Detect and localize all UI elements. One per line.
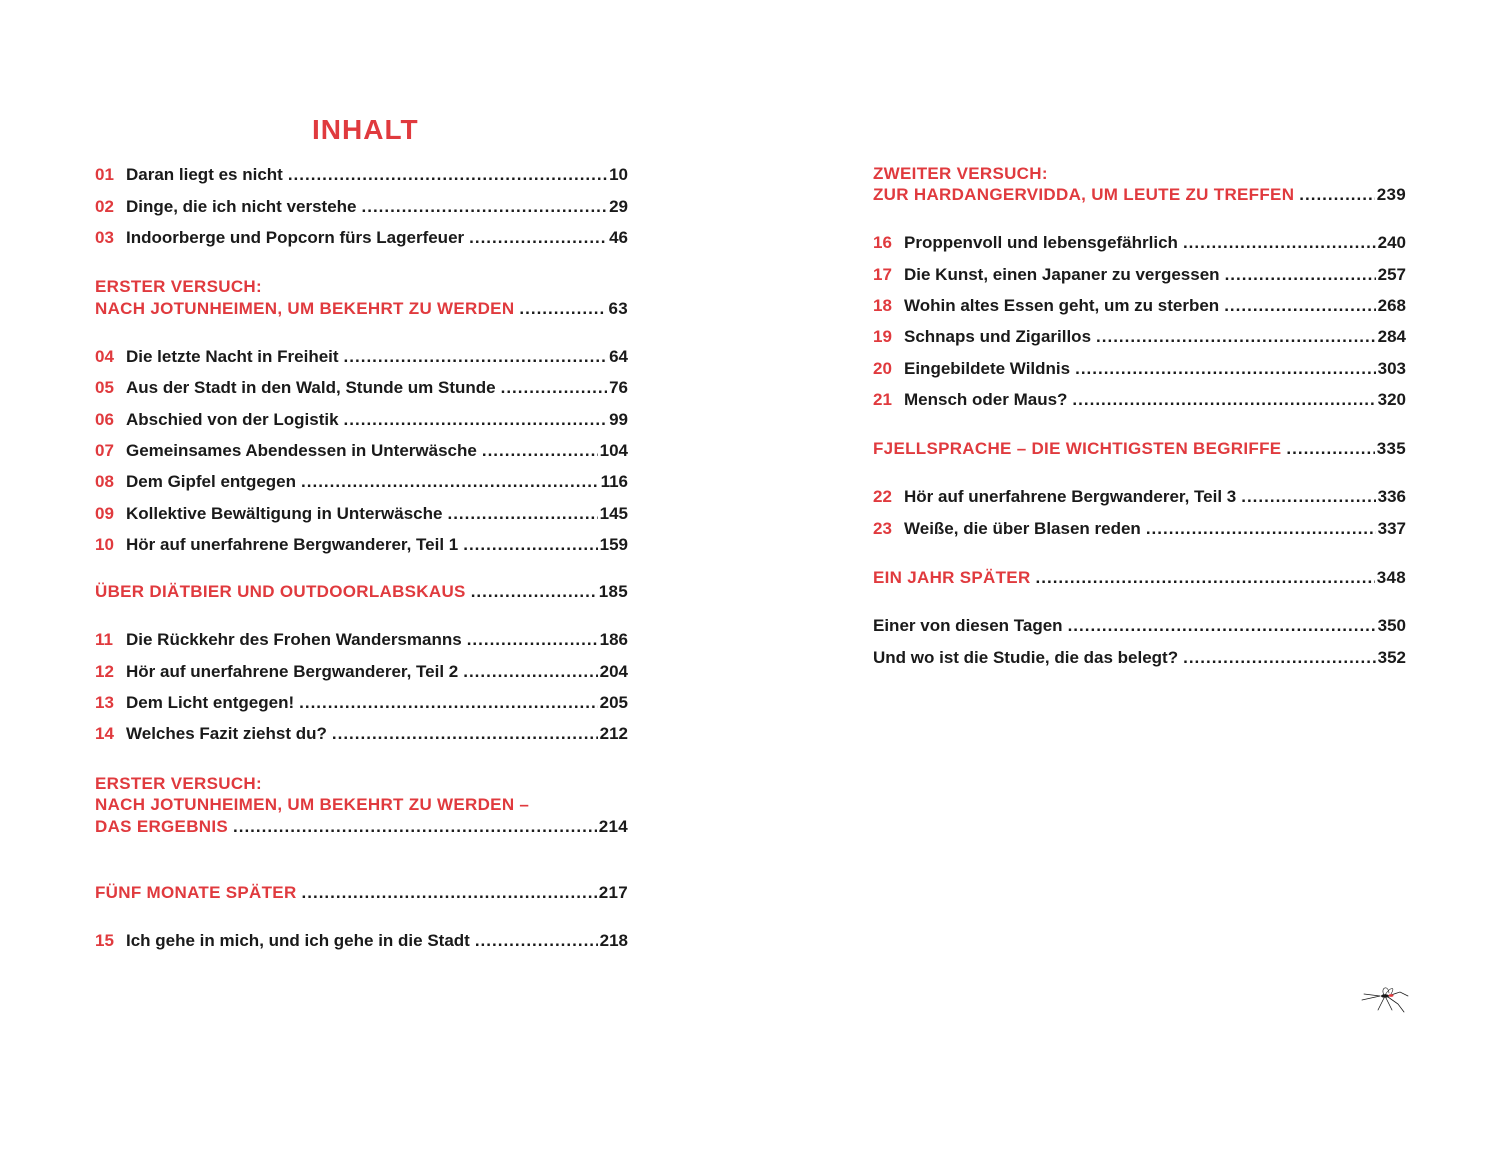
page-number: 268 <box>1377 296 1406 315</box>
entry-title: Und wo ist die Studie, die das belegt? <box>873 648 1179 667</box>
chapter-title: Die Kunst, einen Japaner zu vergessen <box>904 265 1220 284</box>
page-number: 337 <box>1377 519 1406 538</box>
toc-entry[interactable] <box>95 226 628 250</box>
page-number: 204 <box>599 662 628 681</box>
section-title: NACH JOTUNHEIMEN, UM BEKEHRT ZU WERDEN <box>95 299 515 318</box>
dot-leader <box>1068 614 1376 638</box>
page-number: 352 <box>1377 648 1406 667</box>
chapter-title: Die Rückkehr des Frohen Wandersmanns <box>126 630 462 649</box>
toc-entry[interactable] <box>95 533 628 557</box>
toc-entry[interactable] <box>95 502 628 526</box>
chapter-number: 04 <box>95 347 114 366</box>
chapter-number: 02 <box>95 197 114 216</box>
dot-leader <box>1036 566 1375 590</box>
chapter-title: Weiße, die über Blasen reden <box>904 519 1141 538</box>
chapter-number: 19 <box>873 327 892 346</box>
page-number: 320 <box>1377 390 1406 409</box>
page-number: 239 <box>1376 185 1406 204</box>
page-number: 76 <box>609 378 628 397</box>
dot-leader <box>301 470 599 494</box>
chapter-number: 18 <box>873 296 892 315</box>
dot-leader <box>288 163 607 187</box>
dot-leader <box>344 345 608 369</box>
page-number: 63 <box>608 299 628 318</box>
dot-leader <box>344 408 608 432</box>
chapter-title: Die letzte Nacht in Freiheit <box>126 347 339 366</box>
toc-section-entry[interactable] <box>873 566 1406 590</box>
toc-entry[interactable] <box>95 929 628 953</box>
section-title: FÜNF MONATE SPÄTER <box>95 883 297 902</box>
chapter-number: 06 <box>95 410 114 429</box>
chapter-title: Hör auf unerfahrene Bergwanderer, Teil 3 <box>904 487 1237 506</box>
section-title: ZUR HARDANGERVIDDA, UM LEUTE ZU TREFFEN <box>873 185 1295 204</box>
toc-entry[interactable] <box>95 376 628 400</box>
section-title: DAS ERGEBNIS <box>95 817 229 836</box>
page-number: 99 <box>609 410 628 429</box>
chapter-title: Gemeinsames Abendessen in Unterwäsche <box>126 441 477 460</box>
dot-leader <box>519 297 606 321</box>
page-number: 185 <box>598 582 628 601</box>
dot-leader <box>469 226 607 250</box>
toc-entry[interactable] <box>95 439 628 463</box>
toc-entry[interactable] <box>95 163 628 187</box>
toc-section-entry[interactable] <box>95 881 628 905</box>
dot-leader <box>1183 231 1376 255</box>
section-heading-line: ERSTER VERSUCH: <box>95 277 262 296</box>
section-title: ÜBER DIÄTBIER UND OUTDOORLABSKAUS <box>95 582 466 601</box>
page-number: 29 <box>609 197 628 216</box>
page-number: 257 <box>1377 265 1406 284</box>
page-number: 214 <box>598 817 628 836</box>
dot-leader <box>1299 183 1374 207</box>
toc-entry[interactable] <box>873 485 1406 509</box>
page-number: 336 <box>1377 487 1406 506</box>
chapter-title: Welches Fazit ziehst du? <box>126 724 327 743</box>
chapter-title: Schnaps und Zigarillos <box>904 327 1092 346</box>
toc-section-entry[interactable] <box>95 297 628 321</box>
dot-leader <box>1096 325 1376 349</box>
chapter-title: Aus der Stadt in den Wald, Stunde um Stunde <box>126 378 496 397</box>
chapter-title: Daran liegt es nicht <box>126 165 283 184</box>
page-number: 348 <box>1376 568 1406 587</box>
section-heading-line: ERSTER VERSUCH: <box>95 774 262 793</box>
chapter-title: Dem Gipfel entgegen <box>126 472 297 491</box>
toc-entry[interactable] <box>873 614 1406 638</box>
chapter-number: 03 <box>95 228 114 247</box>
chapter-title: Ich gehe in mich, und ich gehe in die Stadt <box>126 931 470 950</box>
dot-leader <box>501 376 607 400</box>
toc-entry[interactable] <box>873 231 1406 255</box>
toc-entry[interactable] <box>95 660 628 684</box>
page-number: 104 <box>599 441 628 460</box>
toc-entry[interactable] <box>95 691 628 715</box>
chapter-title: Dinge, die ich nicht verstehe <box>126 197 357 216</box>
page-number: 212 <box>599 724 628 743</box>
toc-entry[interactable] <box>873 388 1406 412</box>
toc-section-entry[interactable] <box>873 437 1406 461</box>
dot-leader <box>233 815 597 839</box>
chapter-number: 23 <box>873 519 892 538</box>
toc-entry[interactable] <box>873 646 1406 670</box>
toc-entry[interactable] <box>873 263 1406 287</box>
chapter-number: 08 <box>95 472 114 491</box>
section-title: EIN JAHR SPÄTER <box>873 568 1031 587</box>
page-number: 116 <box>600 472 628 491</box>
page-number: 205 <box>599 693 628 712</box>
dot-leader <box>475 929 598 953</box>
page-number: 350 <box>1377 616 1406 635</box>
chapter-title: Wohin altes Essen geht, um zu sterben <box>904 296 1220 315</box>
chapter-number: 13 <box>95 693 114 712</box>
chapter-number: 09 <box>95 504 114 523</box>
dot-leader <box>467 628 598 652</box>
dot-leader <box>299 691 598 715</box>
dot-leader <box>471 580 597 604</box>
chapter-number: 11 <box>95 630 113 649</box>
dot-leader <box>1146 517 1376 541</box>
chapter-number: 12 <box>95 662 114 681</box>
page-number: 335 <box>1376 439 1406 458</box>
chapter-title: Indoorberge und Popcorn fürs Lagerfeuer <box>126 228 465 247</box>
dot-leader <box>332 722 598 746</box>
chapter-number: 21 <box>873 390 892 409</box>
dot-leader <box>447 502 597 526</box>
page-number: 186 <box>599 630 628 649</box>
dot-leader <box>302 881 597 905</box>
dot-leader <box>1286 437 1374 461</box>
toc-section-entry[interactable] <box>873 183 1406 207</box>
chapter-number: 05 <box>95 378 114 397</box>
dot-leader <box>482 439 598 463</box>
section-title: FJELLSPRACHE – DIE WICHTIGSTEN BEGRIFFE <box>873 439 1282 458</box>
dot-leader <box>1075 357 1376 381</box>
chapter-title: Eingebildete Wildnis <box>904 359 1071 378</box>
chapter-title: Abschied von der Logistik <box>126 410 339 429</box>
dot-leader <box>463 660 597 684</box>
page-number: 145 <box>599 504 628 523</box>
chapter-number: 15 <box>95 931 114 950</box>
toc-entry[interactable] <box>95 722 628 746</box>
chapter-title: Proppenvoll und lebensgefährlich <box>904 233 1178 252</box>
chapter-number: 17 <box>873 265 892 284</box>
chapter-number: 16 <box>873 233 892 252</box>
chapter-number: 22 <box>873 487 892 506</box>
mosquito-icon <box>1358 982 1412 1014</box>
dot-leader <box>362 195 608 219</box>
chapter-title: Mensch oder Maus? <box>904 390 1068 409</box>
toc-entry[interactable] <box>95 408 628 432</box>
page-number: 46 <box>609 228 628 247</box>
dot-leader <box>1072 388 1375 412</box>
page-number: 284 <box>1377 327 1406 346</box>
chapter-title: Hör auf unerfahrene Bergwanderer, Teil 2 <box>126 662 459 681</box>
chapter-number: 01 <box>95 165 114 184</box>
dot-leader <box>1225 263 1376 287</box>
page-number: 218 <box>599 931 628 950</box>
chapter-number: 07 <box>95 441 114 460</box>
dot-leader <box>1183 646 1376 670</box>
toc-entry[interactable] <box>873 325 1406 349</box>
chapter-number: 14 <box>95 724 114 743</box>
toc-entry[interactable] <box>873 357 1406 381</box>
chapter-number: 10 <box>95 535 114 554</box>
chapter-title: Hör auf unerfahrene Bergwanderer, Teil 1 <box>126 535 459 554</box>
toc-entry[interactable] <box>95 345 628 369</box>
page-number: 64 <box>609 347 628 366</box>
page-number: 10 <box>609 165 628 184</box>
page-number: 159 <box>599 535 628 554</box>
toc-section-entry[interactable] <box>95 580 628 604</box>
dot-leader <box>1241 485 1375 509</box>
chapter-number: 20 <box>873 359 892 378</box>
page-title: INHALT <box>312 114 419 145</box>
chapter-title: Kollektive Bewältigung in Unterwäsche <box>126 504 443 523</box>
toc-entry[interactable] <box>95 195 628 219</box>
dot-leader <box>1224 294 1375 318</box>
toc-section-entry[interactable] <box>95 815 628 839</box>
chapter-title: Dem Licht entgegen! <box>126 693 295 712</box>
toc-entry[interactable] <box>873 294 1406 318</box>
dot-leader <box>463 533 597 557</box>
page-number: 303 <box>1377 359 1406 378</box>
section-heading-line: NACH JOTUNHEIMEN, UM BEKEHRT ZU WERDEN – <box>95 795 530 814</box>
entry-title: Einer von diesen Tagen <box>873 616 1063 635</box>
toc-entry[interactable] <box>873 517 1406 541</box>
page-number: 240 <box>1377 233 1406 252</box>
toc-entry[interactable] <box>95 628 628 652</box>
page-number: 217 <box>598 883 628 902</box>
toc-entry[interactable] <box>95 470 628 494</box>
section-heading-line: ZWEITER VERSUCH: <box>873 164 1048 183</box>
